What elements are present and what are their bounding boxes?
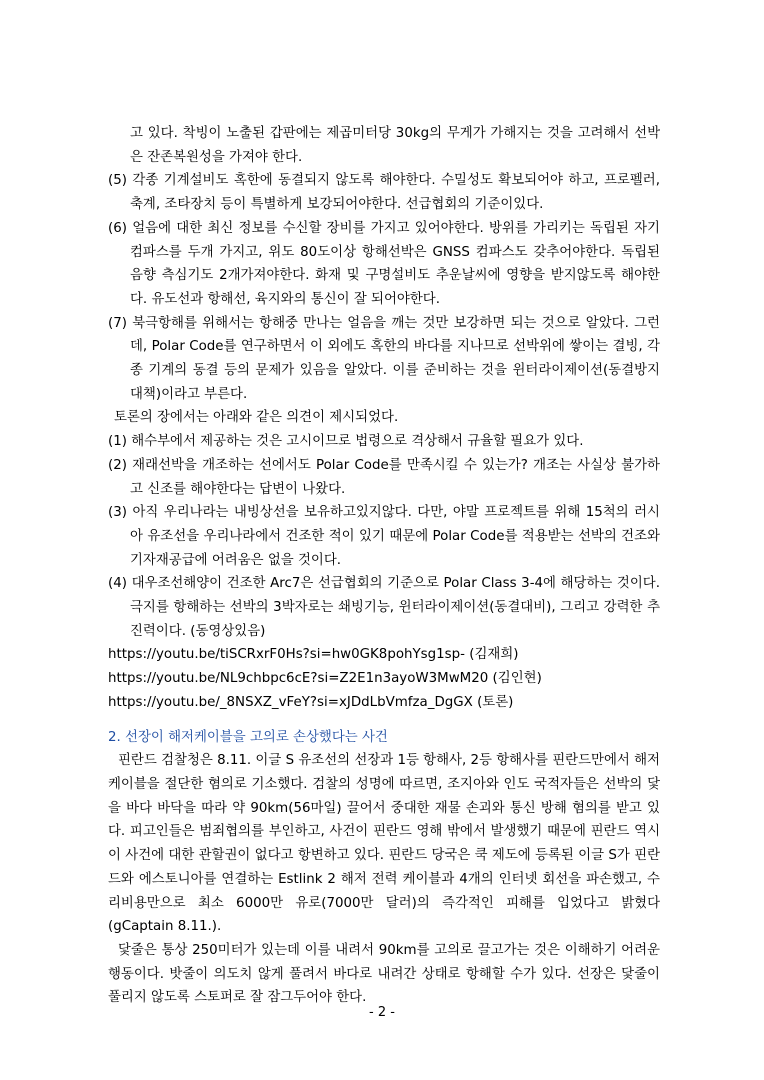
section-paragraph-1: 핀란드 검찰청은 8.11. 이글 S 유조선의 선장과 1등 항해사, 2등 항해사를 핀란드만에서 해저케이블을 절단한 혐의로 기소했다. 검찰의 성명에 따르면, 조지아와 인도 국적자들은 선박의 닻을 바다 바닥을 따라 약 90km(56마일) 끌어서 중대한 재물 손괴와 통신 방해 혐의를 받고 있다. 피고인들은 범죄협의를 부인하고, 사건이 핀란드 영해 밖에서 발생했기 때문에 핀란드 역시 이 사건에 대한 관할권이 없다고 항변하고 있다. 핀란드 당국은 쿡 제도에 등록된 이글 S가 핀란드와 에스토니아를 연결하는 Estlink 2 해저 전력 케이블과 4개의 인터넷 회선을 파손했고, 수리비용만으로 최소 6000만 유로(7000만 달러)의 즉각적인 피해를 입었다고 밝혔다(gCaptain 8.11.). xyxy=(108,753,660,935)
list-item-6: (6) 얼음에 대한 최신 정보를 수신할 장비를 가지고 있어야한다. 방위를 가리키는 독립된 자기 컴파스를 두개 가지고, 위도 80도이상 항해선박은 GNSS 컴파스도 갖추어야한다. 독립된 음향 측심기도 2개가져야한다. 화재 및 구명설비도 추운날씨에 영향을 받지않도록 해야한다. 유도선과 항해선, 육지와의 통신이 잘 되어야한다. xyxy=(108,220,660,307)
document-body xyxy=(108,122,660,1010)
list-item-5: (5) 각종 기계설비도 혹한에 동결되지 않도록 해야한다. 수밀성도 확보되어야 하고, 프로펠러, 축계, 조타장치 등이 특별하게 보강되어야한다. 선급협회의 기준이있다. xyxy=(108,173,660,213)
list-item-7: (7) 북극항해를 위해서는 항해중 만나는 얼음을 깨는 것만 보강하면 되는 것으로 알았다. 그런데, Polar Code를 연구하면서 이 외에도 혹한의 바다를 지나므로 선박위에 쌓이는 결빙, 각종 기계의 동결 등의 문제가 있음을 알았다. 이를 준비하는 것을 윈터라이제이션(동결방지대책)이라고 부른다. xyxy=(108,315,660,402)
discussion-item-4: (4) 대우조선해양이 건조한 Arc7은 선급협회의 기준으로 Polar Class 3-4에 해당하는 것이다. 극지를 항해하는 선박의 3박자로는 쇄빙기능, 윈터라이제이션(동결대비), 그리고 강력한 추진력이다. (동영상있음) xyxy=(108,576,660,639)
section-paragraph-2: 닻줄은 통상 250미터가 있는데 이를 내려서 90km를 고의로 끌고가는 것은 이해하기 어려운 행동이다. 밧줄이 의도치 않게 풀려서 바다로 내려간 상태로 항해할 수가 있다. 선장은 닻줄이 풀리지 않도록 스토퍼로 잘 잠그두어야 한다. xyxy=(108,942,660,1006)
section-heading: 2. 선장이 해저케이블을 고의로 손상했다는 사건 xyxy=(108,729,388,745)
discussion-item-3: (3) 아직 우리나라는 내빙상선을 보유하고있지않다. 다만, 야말 프로젝트를 위해 15척의 러시아 유조선을 우리나라에서 건조한 적이 있기 때문에 Polar Code를 적용받는 선박의 건조와 기자재공급에 어려움은 없을 것이다. xyxy=(108,505,660,568)
video-link-1[interactable]: https://youtu.be/tiSCRxrF0Hs?si=hw0GK8pohYsg1sp- (김재희) xyxy=(108,647,519,663)
discussion-intro: 토론의 장에서는 아래와 같은 의견이 제시되었다. xyxy=(114,410,399,426)
continued-paragraph: 고 있다. 착빙이 노출된 갑판에는 제곱미터당 30kg의 무게가 가해지는 것을 고려해서 선박은 잔존복원성을 가져야 한다. xyxy=(130,126,660,165)
discussion-item-1: (1) 해수부에서 제공하는 것은 고시이므로 법령으로 격상해서 규율할 필요가 있다. xyxy=(108,434,584,450)
video-link-2[interactable]: https://youtu.be/NL9chbpc6cE?si=Z2E1n3ayoW3MwM20 (김인현) xyxy=(108,671,542,687)
discussion-item-2: (2) 재래선박을 개조하는 선에서도 Polar Code를 만족시킬 수 있는가? 개조는 사실상 불가하고 신조를 해야한다는 답변이 나왔다. xyxy=(108,457,660,497)
video-link-3[interactable]: https://youtu.be/_8NSXZ_vFeY?si=xJDdLbVmfza_DgGX (토론) xyxy=(108,694,514,710)
page-number: - 2 - xyxy=(369,1005,395,1020)
